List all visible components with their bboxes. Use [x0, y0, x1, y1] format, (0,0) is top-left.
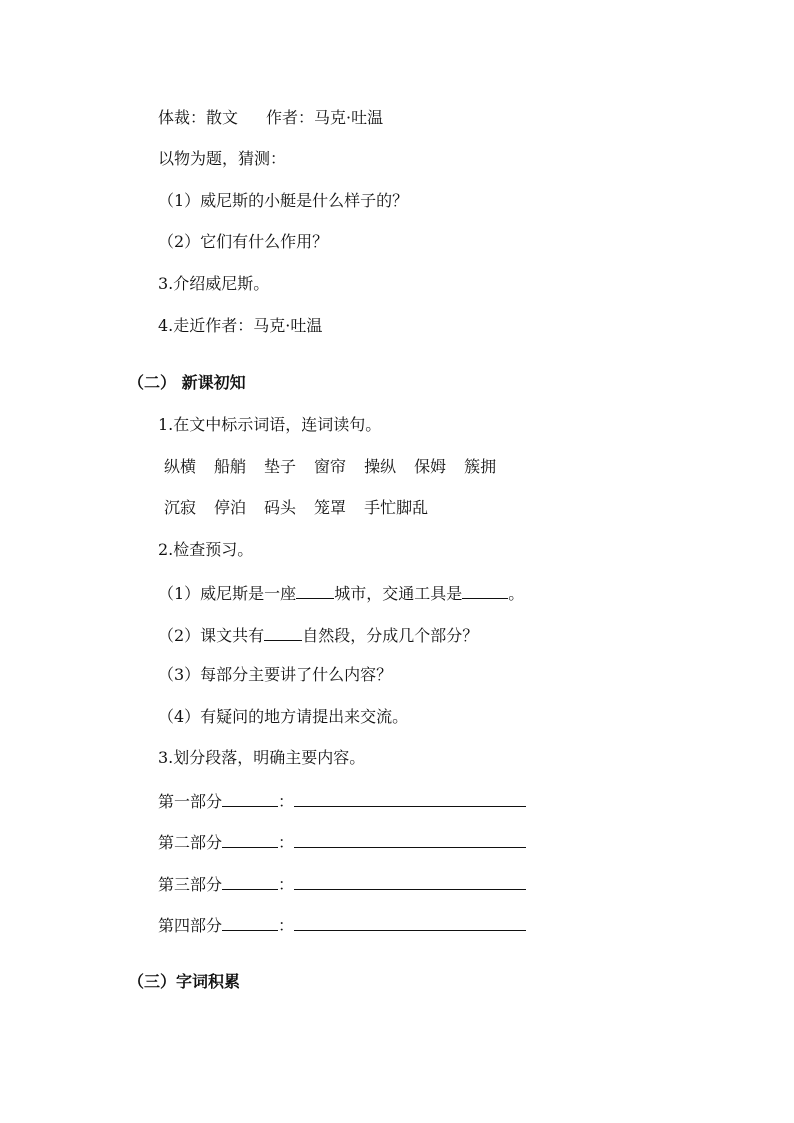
vocab-word: 手忙脚乱 — [364, 498, 429, 517]
part-label: 第一部分 — [158, 792, 223, 811]
part-row — [158, 914, 526, 936]
fill-blank[interactable] — [222, 831, 278, 848]
check-2-text-a: （2）课文共有 — [158, 626, 265, 645]
check-question-3: （3）每部分主要讲了什么内容？ — [158, 665, 393, 684]
fill-blank[interactable] — [462, 582, 508, 599]
check-1-text-b: 城市，交通工具是 — [334, 584, 463, 603]
author-text: 作者：马克·吐温 — [266, 108, 384, 127]
fill-blank[interactable] — [222, 873, 278, 890]
check-1-text-c: 。 — [508, 584, 525, 603]
vocab-word: 保姆 — [414, 457, 447, 476]
fill-blank[interactable] — [296, 582, 334, 599]
vocab-word: 窗帘 — [314, 457, 347, 476]
fill-blank[interactable] — [294, 790, 526, 807]
step-1: 1.在文中标示词语，连词读句。 — [158, 415, 382, 434]
vocab-word: 停泊 — [214, 498, 247, 517]
check-question-2 — [158, 624, 478, 646]
fill-blank[interactable] — [294, 831, 526, 848]
fill-blank[interactable] — [294, 914, 526, 931]
section-3-heading: （三）字词积累 — [128, 972, 241, 991]
genre-author-line — [158, 108, 383, 128]
part-sep: ： — [278, 916, 295, 935]
vocab-word: 码头 — [264, 498, 297, 517]
part-row — [158, 831, 526, 853]
check-question-4: （4）有疑问的地方请提出来交流。 — [158, 707, 409, 726]
step-3: 3.划分段落，明确主要内容。 — [158, 748, 366, 767]
vocab-word: 垫子 — [264, 457, 297, 476]
part-label: 第四部分 — [158, 916, 223, 935]
intro-item-3: 3.介绍威尼斯。 — [158, 274, 270, 293]
vocab-word: 纵横 — [164, 457, 197, 476]
check-1-text-a: （1）威尼斯是一座 — [158, 584, 297, 603]
section-2-heading: （二） 新课初知 — [128, 373, 246, 392]
vocab-word: 船艄 — [214, 457, 247, 476]
vocab-word: 簇拥 — [464, 457, 497, 476]
fill-blank[interactable] — [222, 790, 278, 807]
fill-blank[interactable] — [222, 914, 278, 931]
step-2: 2.检查预习。 — [158, 540, 254, 559]
guess-question-1: （1）威尼斯的小艇是什么样子的？ — [158, 191, 409, 210]
guess-question-2: （2）它们有什么作用？ — [158, 232, 329, 251]
part-sep: ： — [278, 833, 295, 852]
part-row — [158, 873, 526, 895]
vocab-word: 笼罩 — [314, 498, 347, 517]
vocab-word: 沉寂 — [164, 498, 197, 517]
check-question-1 — [158, 582, 524, 604]
part-sep: ： — [278, 875, 295, 894]
part-sep: ： — [278, 792, 295, 811]
part-row — [158, 790, 526, 812]
intro-item-4: 4.走近作者：马克·吐温 — [158, 316, 323, 335]
part-label: 第三部分 — [158, 875, 223, 894]
vocab-row-2 — [164, 498, 446, 518]
vocab-word: 操纵 — [364, 457, 397, 476]
check-2-text-b: 自然段，分成几个部分？ — [302, 626, 479, 645]
genre-text: 体裁：散文 — [158, 108, 239, 127]
part-label: 第二部分 — [158, 833, 223, 852]
guess-prompt: 以物为题，猜测： — [158, 149, 287, 168]
fill-blank[interactable] — [294, 873, 526, 890]
vocab-row-1 — [164, 457, 514, 477]
fill-blank[interactable] — [264, 624, 302, 641]
